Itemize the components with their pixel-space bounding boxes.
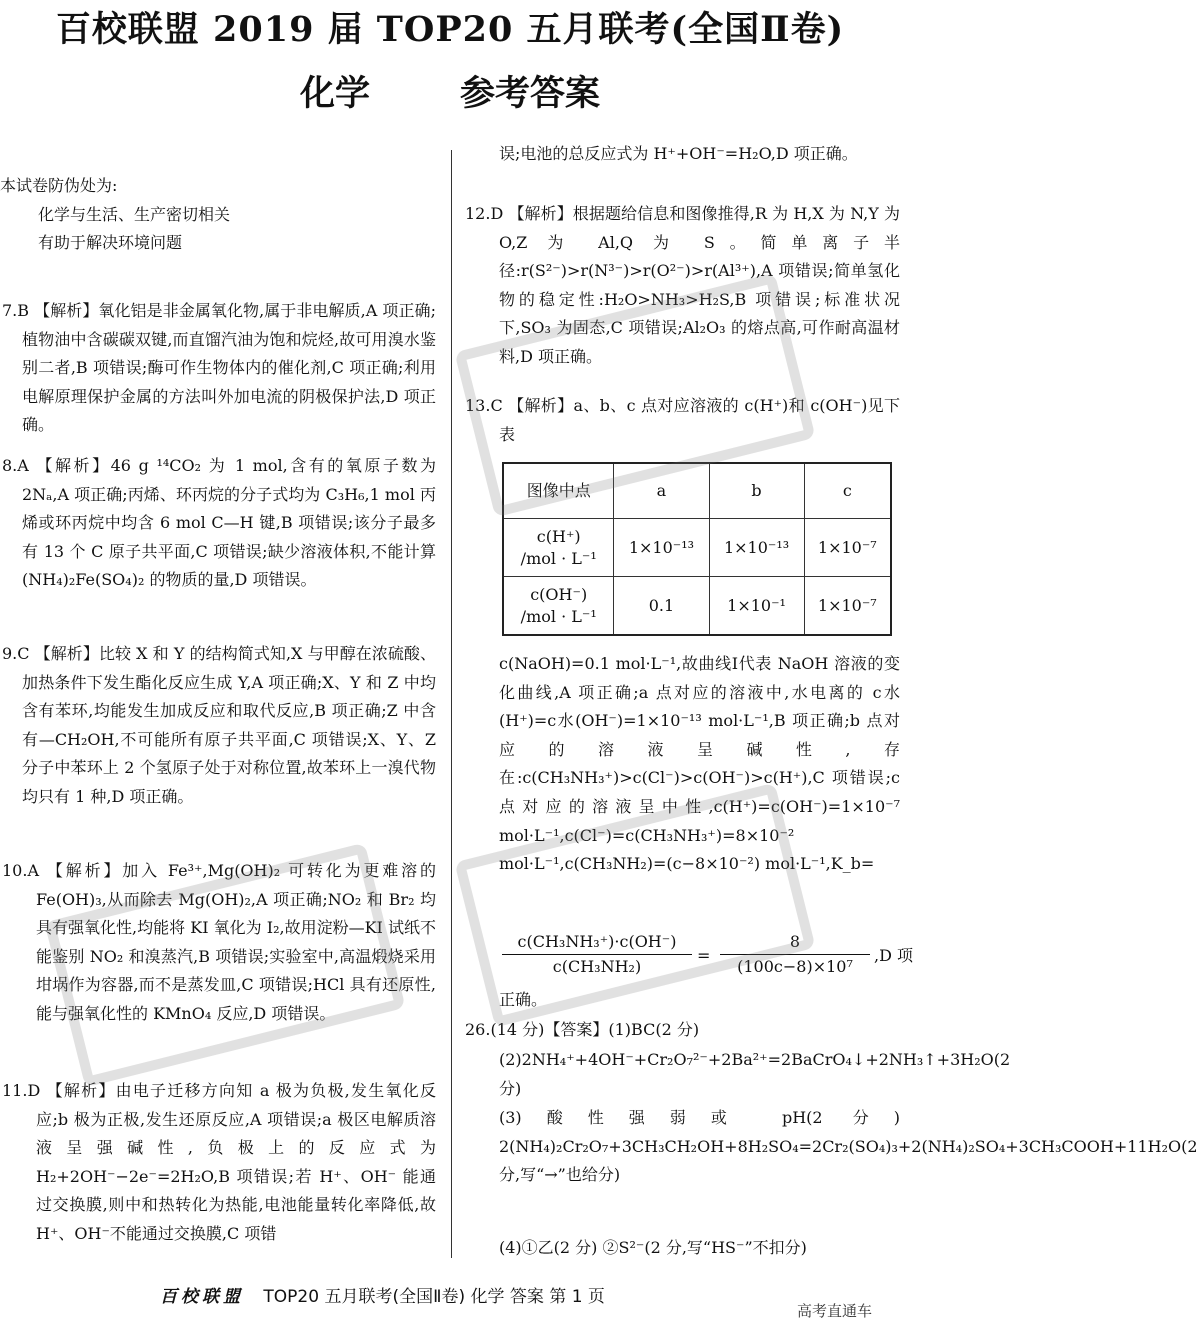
kb-right-denominator: (100c−8)×10⁷ bbox=[720, 954, 870, 979]
answer-q13-body: c(NaOH)=0.1 mol·L⁻¹,故曲线Ⅰ代表 NaOH 溶液的变化曲线,A 项正确;a 点对应的溶液中,水电离的 c水(H⁺)=c水(OH⁻)=1×10⁻¹³ mol·L⁻¹,B 项正确;b 点对应的溶液呈碱性,存在:c(CH₃NH₃⁺)>c(Cl⁻)>c(OH⁻)>c(H⁺),C 项错误;c 点对应的溶液呈中性,c(H⁺)=c(OH⁻)=1×10⁻⁷ mol·L⁻¹,c(Cl⁻)=c(CH₃NH₃⁺)=8×10⁻² mol·L⁻¹,c(CH₃NH₂)=(c−8×10⁻²) mol·L⁻¹,K_b= bbox=[499, 654, 900, 874]
kb-right-numerator: 8 bbox=[789, 932, 801, 951]
table-row-label: c(H⁺) /mol · L⁻¹ bbox=[503, 519, 614, 577]
table-cell: 1×10⁻¹ bbox=[709, 577, 804, 636]
answer-q13-end: 正确。 bbox=[499, 990, 548, 1009]
page-footer bbox=[160, 1282, 605, 1307]
anti-fake-line-1: 化学与生活、生产密切相关 bbox=[38, 204, 231, 224]
table-row bbox=[503, 519, 891, 577]
answer-q26-part2: (2)2NH₄⁺+4OH⁻+Cr₂O₇²⁻+2Ba²⁺=2BaCrO₄↓+2NH₃↑+3H₂O(2 分) bbox=[499, 1050, 1011, 1098]
anti-fake-section bbox=[0, 172, 436, 258]
kb-left-numerator: c(CH₃NH₃⁺)·c(OH⁻) bbox=[517, 932, 677, 951]
table-header-row bbox=[503, 463, 891, 519]
kb-fraction-right bbox=[720, 930, 870, 979]
answer-q10: 10.A 【解析】加入 Fe³⁺,Mg(OH)₂ 可转化为更难溶的 Fe(OH)₃,从而除去 Mg(OH)₂,A 项正确;NO₂ 和 Br₂ 均具有强氧化性,均能将 KI 氧化为 I₂,故用淀粉—KI 试纸不能鉴别 NO₂ 和溴蒸汽,B 项错误;实验室中,高温煅烧采用坩埚作为容器,而不是蒸发皿,C 项错误;HCl 具有还原性,能与强氧化性的 KMnO₄ 反应,D 项错误。 bbox=[2, 861, 436, 1023]
answer-q11-continued: 误;电池的总反应式为 H⁺+OH⁻=H₂O,D 项正确。 bbox=[499, 144, 858, 163]
answer-q26-head: 26.(14 分)【答案】(1)BC(2 分) bbox=[465, 1020, 700, 1039]
page-subtitle bbox=[0, 66, 900, 116]
doc-type-label: 参考答案 bbox=[460, 73, 601, 114]
footer-logo: 百校联盟 bbox=[160, 1287, 244, 1307]
table-cell: 1×10⁻⁷ bbox=[804, 519, 891, 577]
answer-q13-intro: 13.C 【解析】a、b、c 点对应溶液的 c(H⁺)和 c(OH⁻)见下表 bbox=[465, 396, 900, 444]
kb-left-denominator: c(CH₃NH₂) bbox=[502, 954, 692, 979]
footer-text: TOP20 五月联考(全国Ⅱ卷) 化学 答案 第 1 页 bbox=[263, 1287, 605, 1307]
table-row-label: c(OH⁻) /mol · L⁻¹ bbox=[503, 577, 614, 636]
subject-label: 化学 bbox=[299, 73, 370, 114]
column-divider bbox=[451, 150, 452, 1258]
table-header-cell: 图像中点 bbox=[503, 463, 614, 519]
table-cell: 1×10⁻¹³ bbox=[614, 519, 709, 577]
anti-fake-line-2: 有助于解决环境问题 bbox=[38, 233, 183, 253]
answer-q9: 9.C 【解析】比较 X 和 Y 的结构简式知,X 与甲醇在浓硫酸、加热条件下发生酯化反应生成 Y,A 项正确;X、Y 和 Z 中均含有苯环,均能发生加成反应和取代反应,B 项正确;Z 中含有—CH₂OH,不可能所有原子共平面,C 项错误;X、Y、Z 分子中苯环上 2 个氢原子处于对称位置,故苯环上一溴代物均只有 1 种,D 项正确。 bbox=[2, 644, 436, 806]
table-cell: 1×10⁻⁷ bbox=[804, 577, 891, 636]
page-title: 百校联盟 2019 届 TOP20 五月联考(全国Ⅱ卷) bbox=[55, 9, 845, 50]
answer-q8: 8.A 【解析】46 g ¹⁴CO₂ 为 1 mol,含有的氧原子数为 2Nₐ,A 项正确;丙烯、环丙烷的分子式均为 C₃H₆,1 mol 丙烯或环丙烷中均含 6 mol C—H 键,B 项错误;该分子最多有 13 个 C 原子共平面,C 项错误;缺少溶液体积,不能计算(NH₄)₂Fe(SO₄)₂ 的物质的量,D 项错误。 bbox=[2, 456, 436, 590]
table-header-cell: a bbox=[614, 463, 709, 519]
table-header-cell: b bbox=[709, 463, 804, 519]
table-cell: 0.1 bbox=[614, 577, 709, 636]
kb-fraction-left bbox=[502, 930, 692, 979]
anti-fake-intro: 本试卷防伪处为: bbox=[0, 176, 118, 195]
table-cell: 1×10⁻¹³ bbox=[709, 519, 804, 577]
table-row bbox=[503, 577, 891, 636]
table-header-cell: c bbox=[804, 463, 891, 519]
answer-q26-part4: (4)①乙(2 分) ②S²⁻(2 分,写“HS⁻”不扣分) bbox=[499, 1238, 807, 1257]
kb-formula bbox=[502, 930, 914, 982]
ph-table bbox=[502, 462, 892, 636]
answer-q11: 11.D 【解析】由电子迁移方向知 a 极为负极,发生氧化反应;b 极为正极,发生还原反应,A 项错误;a 极区电解质溶液呈强碱性,负极上的反应式为 H₂+2OH⁻−2e⁻=2H₂O,B 项错误;若 H⁺、OH⁻ 能通过交换膜,则中和热转化为热能,电池能量转化率降低,故 H⁺、OH⁻不能通过交换膜,C 项错 bbox=[2, 1081, 436, 1243]
answer-q7: 7.B 【解析】氧化铝是非金属氧化物,属于非电解质,A 项正确;植物油中含碳碳双键,而直馏汽油为饱和烷烃,故可用溴水鉴别二者,B 项错误;酶可作生物体内的催化剂,C 项正确;利用电解原理保护金属的方法叫外加电流的阴极保护法,D 项正确。 bbox=[2, 301, 436, 435]
answer-q12: 12.D 【解析】根据题给信息和图像推得,R 为 H,X 为 N,Y 为 O,Z 为 Al,Q 为 S。简单离子半径:r(S²⁻)>r(N³⁻)>r(O²⁻)>r(Al³⁺),A 项错误;简单氢化物的稳定性:H₂O>NH₃>H₂S,B 项错误;标准状况下,SO₃ 为固态,C 项错误;Al₂O₃ 的熔点高,可作耐高温材料,D 项正确。 bbox=[465, 204, 900, 366]
kb-equals: = bbox=[697, 946, 711, 965]
kb-tail: ,D 项 bbox=[874, 946, 914, 965]
corner-watermark-text: 高考直通车 bbox=[797, 1302, 873, 1320]
answer-q26-part3: (3)酸性强弱或 pH(2 分) 2(NH₄)₂Cr₂O₇+3CH₃CH₂OH+8H₂SO₄=2Cr₂(SO₄)₃+2(NH₄)₂SO₄+3CH₃COOH+11H₂O(2 分,写“→”也给分) bbox=[499, 1108, 1198, 1185]
